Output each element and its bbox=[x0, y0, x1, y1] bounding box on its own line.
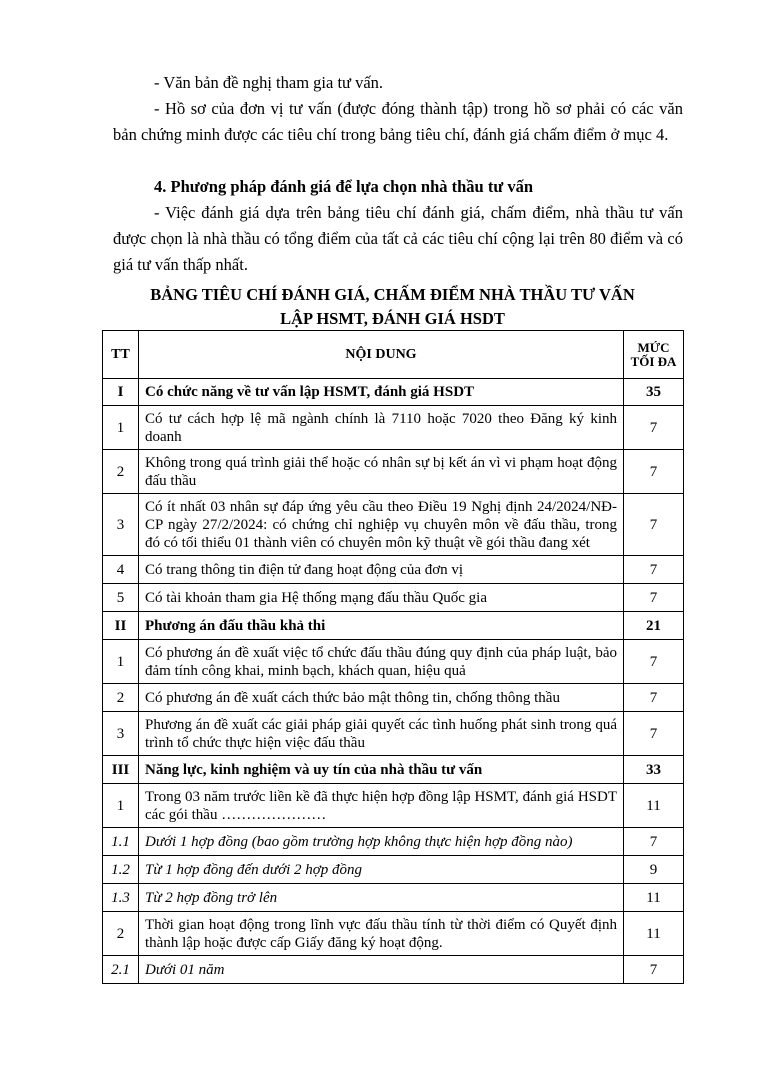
table-row bbox=[103, 784, 684, 828]
criteria-table bbox=[102, 330, 684, 984]
row-tt: II bbox=[103, 612, 139, 640]
table-row bbox=[103, 494, 684, 556]
row-tt: 1.1 bbox=[103, 828, 139, 856]
header-muc-line-2: TỐI ĐA bbox=[630, 353, 677, 369]
section-heading-evaluation-method: 4. Phương pháp đánh giá để lựa chọn nhà thầu tư vấn bbox=[154, 177, 534, 196]
row-max-score: 7 bbox=[624, 584, 684, 612]
row-content: Có phương án đề xuất cách thức bảo mật thông tin, chống thông thầu bbox=[139, 684, 624, 712]
row-max-score: 7 bbox=[624, 494, 684, 556]
row-tt: I bbox=[103, 379, 139, 406]
table-row bbox=[103, 884, 684, 912]
row-max-score: 7 bbox=[624, 406, 684, 450]
row-content: Có tài khoản tham gia Hệ thống mạng đấu thầu Quốc gia bbox=[139, 584, 624, 612]
row-tt: III bbox=[103, 756, 139, 784]
table-row bbox=[103, 450, 684, 494]
row-tt: 2 bbox=[103, 450, 139, 494]
table-row bbox=[103, 856, 684, 884]
table-row bbox=[103, 712, 684, 756]
table-title-line-1: BẢNG TIÊU CHÍ ĐÁNH GIÁ, CHẤM ĐIỂM NHÀ THẦU TƯ VẤN bbox=[150, 285, 635, 304]
header-muc-toi-da bbox=[624, 331, 684, 379]
row-max-score: 7 bbox=[624, 712, 684, 756]
row-tt: 2 bbox=[103, 912, 139, 956]
row-max-score: 7 bbox=[624, 640, 684, 684]
row-content: Có chức năng về tư vấn lập HSMT, đánh giá HSDT bbox=[139, 379, 624, 406]
row-content: Có phương án đề xuất việc tổ chức đấu thầu đúng quy định của pháp luật, bảo đảm tính công khai, minh bạch, khách quan, hiệu quả bbox=[139, 640, 624, 684]
table-row bbox=[103, 912, 684, 956]
table-row bbox=[103, 956, 684, 984]
row-content: Không trong quá trình giải thể hoặc có nhân sự bị kết án vì vi phạm hoạt động đấu thầu bbox=[139, 450, 624, 494]
table-row bbox=[103, 612, 684, 640]
table-header-row bbox=[103, 331, 684, 379]
table-title-line-2: LẬP HSMT, ĐÁNH GIÁ HSDT bbox=[280, 309, 505, 328]
table-row bbox=[103, 584, 684, 612]
row-content: Có ít nhất 03 nhân sự đáp ứng yêu cầu theo Điều 19 Nghị định 24/2024/NĐ-CP ngày 27/2/2024: có chứng chỉ nghiệp vụ chuyên môn về đấu thầu, trong đó có tối thiểu 01 thành viên có chuyên môn kỹ thuật về gói thầu đang xét bbox=[139, 494, 624, 556]
row-max-score: 21 bbox=[624, 612, 684, 640]
row-max-score: 7 bbox=[624, 556, 684, 584]
header-tt: TT bbox=[103, 331, 139, 379]
row-content: Phương án đấu thầu khả thi bbox=[139, 612, 624, 640]
row-content: Thời gian hoạt động trong lĩnh vực đấu thầu tính từ thời điểm có Quyết định thành lập hoặc được cấp Giấy đăng ký hoạt động. bbox=[139, 912, 624, 956]
row-tt: 1.2 bbox=[103, 856, 139, 884]
row-max-score: 9 bbox=[624, 856, 684, 884]
row-max-score: 11 bbox=[624, 912, 684, 956]
row-content: Dưới 01 năm bbox=[139, 956, 624, 984]
row-max-score: 7 bbox=[624, 956, 684, 984]
row-max-score: 7 bbox=[624, 828, 684, 856]
paragraph-document-submission: - Văn bản đề nghị tham gia tư vấn. bbox=[154, 73, 384, 92]
row-tt: 3 bbox=[103, 712, 139, 756]
row-max-score: 11 bbox=[624, 884, 684, 912]
row-content: Năng lực, kinh nghiệm và uy tín của nhà thầu tư vấn bbox=[139, 756, 624, 784]
row-content: Trong 03 năm trước liền kề đã thực hiện hợp đồng lập HSMT, đánh giá HSDT các gói thầu ………………… bbox=[139, 784, 624, 828]
row-tt: 3 bbox=[103, 494, 139, 556]
row-max-score: 7 bbox=[624, 684, 684, 712]
row-tt: 1 bbox=[103, 784, 139, 828]
row-content: Có trang thông tin điện tử đang hoạt động của đơn vị bbox=[139, 556, 624, 584]
row-content: Từ 1 hợp đồng đến dưới 2 hợp đồng bbox=[139, 856, 624, 884]
row-max-score: 11 bbox=[624, 784, 684, 828]
row-tt: 5 bbox=[103, 584, 139, 612]
table-row bbox=[103, 756, 684, 784]
row-content: Dưới 1 hợp đồng (bao gồm trường hợp không thực hiện hợp đồng nào) bbox=[139, 828, 624, 856]
row-max-score: 7 bbox=[624, 450, 684, 494]
row-max-score: 35 bbox=[624, 379, 684, 406]
row-tt: 2 bbox=[103, 684, 139, 712]
row-tt: 1 bbox=[103, 640, 139, 684]
table-row bbox=[103, 640, 684, 684]
table-row bbox=[103, 556, 684, 584]
row-tt: 2.1 bbox=[103, 956, 139, 984]
paragraph-dossier-requirements: - Hồ sơ của đơn vị tư vấn (được đóng thành tập) trong hồ sơ phải có các văn bản chứng minh được các tiêu chí trong bảng tiêu chí, đánh giá chấm điểm ở mục 4. bbox=[113, 99, 683, 144]
row-max-score: 33 bbox=[624, 756, 684, 784]
row-content: Có tư cách hợp lệ mã ngành chính là 7110 hoặc 7020 theo Đăng ký kinh doanh bbox=[139, 406, 624, 450]
header-muc-line-1: MỨC bbox=[637, 339, 670, 355]
row-content: Từ 2 hợp đồng trở lên bbox=[139, 884, 624, 912]
header-noi-dung: NỘI DUNG bbox=[139, 331, 624, 379]
table-row bbox=[103, 684, 684, 712]
row-tt: 1.3 bbox=[103, 884, 139, 912]
paragraph-evaluation-method: - Việc đánh giá dựa trên bảng tiêu chí đánh giá, chấm điểm, nhà thầu tư vấn được chọn là nhà thầu có tổng điểm của tất cả các tiêu chí cộng lại trên 80 điểm và có giá tư vấn thấp nhất. bbox=[113, 203, 683, 274]
table-row bbox=[103, 828, 684, 856]
row-content: Phương án đề xuất các giải pháp giải quyết các tình huống phát sinh trong quá trình tổ chức thực hiện việc đấu thầu bbox=[139, 712, 624, 756]
table-row bbox=[103, 406, 684, 450]
row-tt: 4 bbox=[103, 556, 139, 584]
row-tt: 1 bbox=[103, 406, 139, 450]
table-row bbox=[103, 379, 684, 406]
